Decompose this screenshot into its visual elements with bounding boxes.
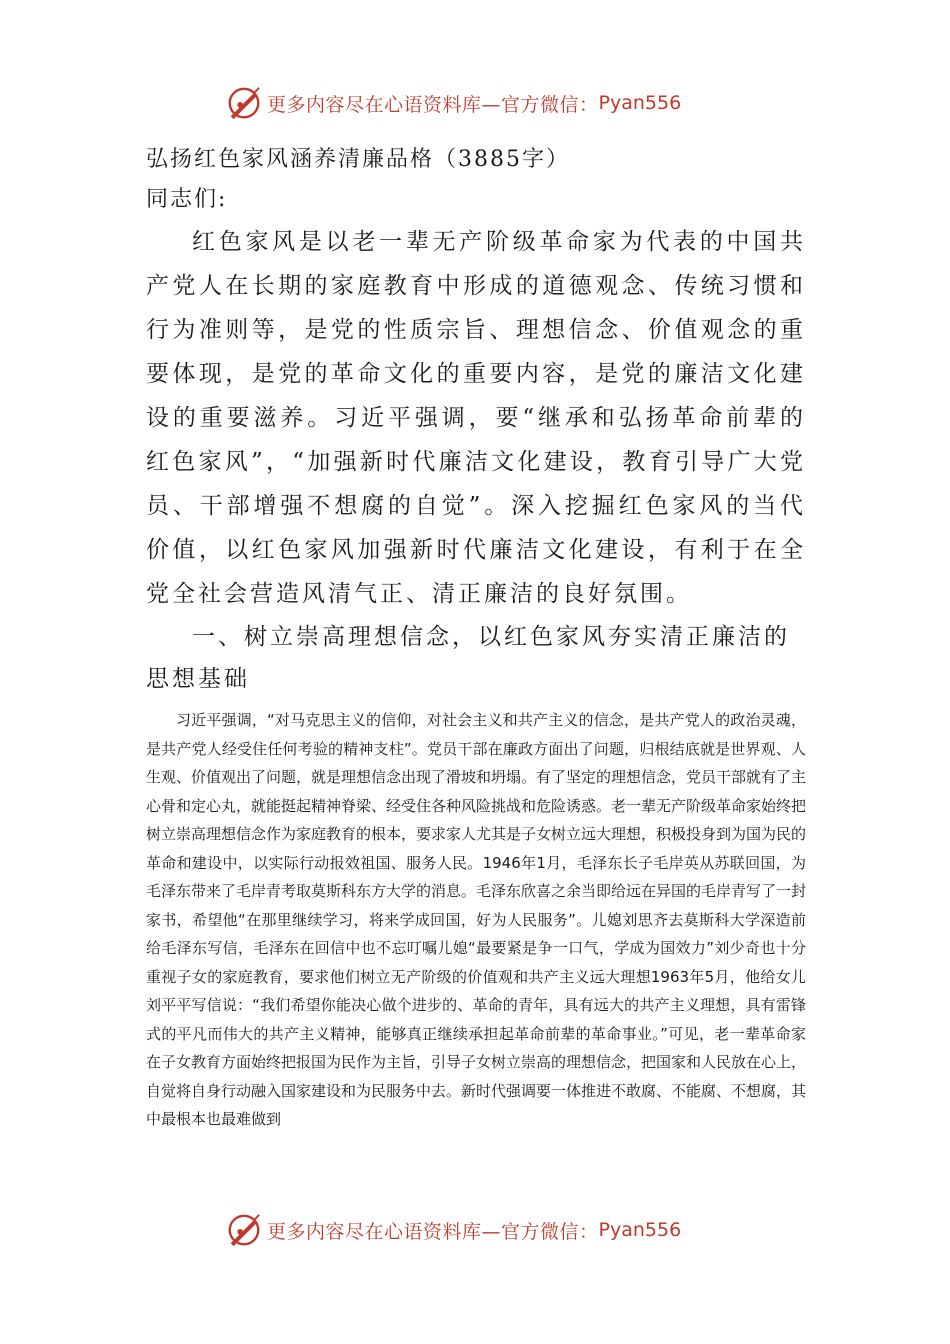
header-banner	[225, 83, 681, 123]
document-body	[146, 140, 806, 1134]
banner-text: 更多内容尽在心语资料库—官方微信：	[267, 93, 599, 116]
section-paragraph: 习近平强调，“对马克思主义的信仰，对社会主义和共产主义的信念，是共产党人的政治灵魂，是共产党人经受住任何考验的精神支柱”。党员干部在廉政方面出了问题，归根结底就是世界观、人生观、价值观出了问题，就是理想信念出现了滑坡和坍塌。有了坚定的理想信念，党员干部就有了主心骨和定心丸，就能挺起精神脊梁、经受住各种风险挑战和危险诱惑。老一辈无产阶级革命家始终把树立崇高理想信念作为家庭教育的根本，要求家人尤其是子女树立远大理想，积极投身到为国为民的革命和建设中，以实际行动报效祖国、服务人民。1946年1月，毛泽东长子毛岸英从苏联回国，为毛泽东带来了毛岸青考取莫斯科东方大学的消息。毛泽东欣喜之余当即给远在异国的毛岸青写了一封家书，希望他“在那里继续学习，将来学成回国，好为人民服务”。儿媳刘思齐去莫斯科大学深造前给毛泽东写信，毛泽东在回信中也不忘叮嘱儿媳“最要紧是争一口气，学成为国效力”刘少奇也十分重视子女的家庭教育，要求他们树立无产阶级的价值观和共产主义远大理想1963年5月，他给女儿刘平平写信说：“我们希望你能决心做个进步的、革命的青年，具有远大的共产主义理想，具有雷锋式的平凡而伟大的共产主义精神，能够真正继续承担起革命前辈的革命事业。”可见，老一辈革命家在子女教育方面始终把报国为民作为主旨，引导子女树立崇高的理想信念，把国家和人民放在心上，自觉将自身行动融入国家建设和为民服务中去。新时代强调要一体推进不敢腐、不能腐、不想腐，其中最根本也最难做到	[146, 711, 807, 1128]
section-heading: 一、树立崇高理想信念，以红色家风夯实清正廉洁的思想基础	[146, 624, 790, 692]
intro-paragraph: 红色家风是以老一辈无产阶级革命家为代表的中国共产党人在长期的家庭教育中形成的道德观念、传统习惯和行为准则等，是党的性质宗旨、理想信念、价值观念的重要体现，是党的革命文化的重要内容，是党的廉洁文化建设的重要滋养。习近平强调，要“继承和弘扬革命前辈的红色家风”，“加强新时代廉洁文化建设，教育引导广大党员、干部增强不想腐的自觉”。深入挖掘红色家风的当代价值，以红色家风加强新时代廉洁文化建设，有利于在全党全社会营造风清气正、清正廉洁的良好氛围。	[146, 229, 806, 607]
banner-wechat-id: Pyan556	[598, 1219, 682, 1241]
footer-banner	[225, 1210, 681, 1250]
pen-logo-icon	[225, 1211, 263, 1249]
document-title: 弘扬红色家风涵养清廉品格（3885字）	[146, 147, 570, 172]
banner-text: 更多内容尽在心语资料库—官方微信：	[267, 1220, 599, 1243]
greeting: 同志们:	[146, 187, 228, 212]
banner-wechat-id: Pyan556	[598, 92, 682, 114]
pen-logo-icon	[225, 84, 263, 122]
